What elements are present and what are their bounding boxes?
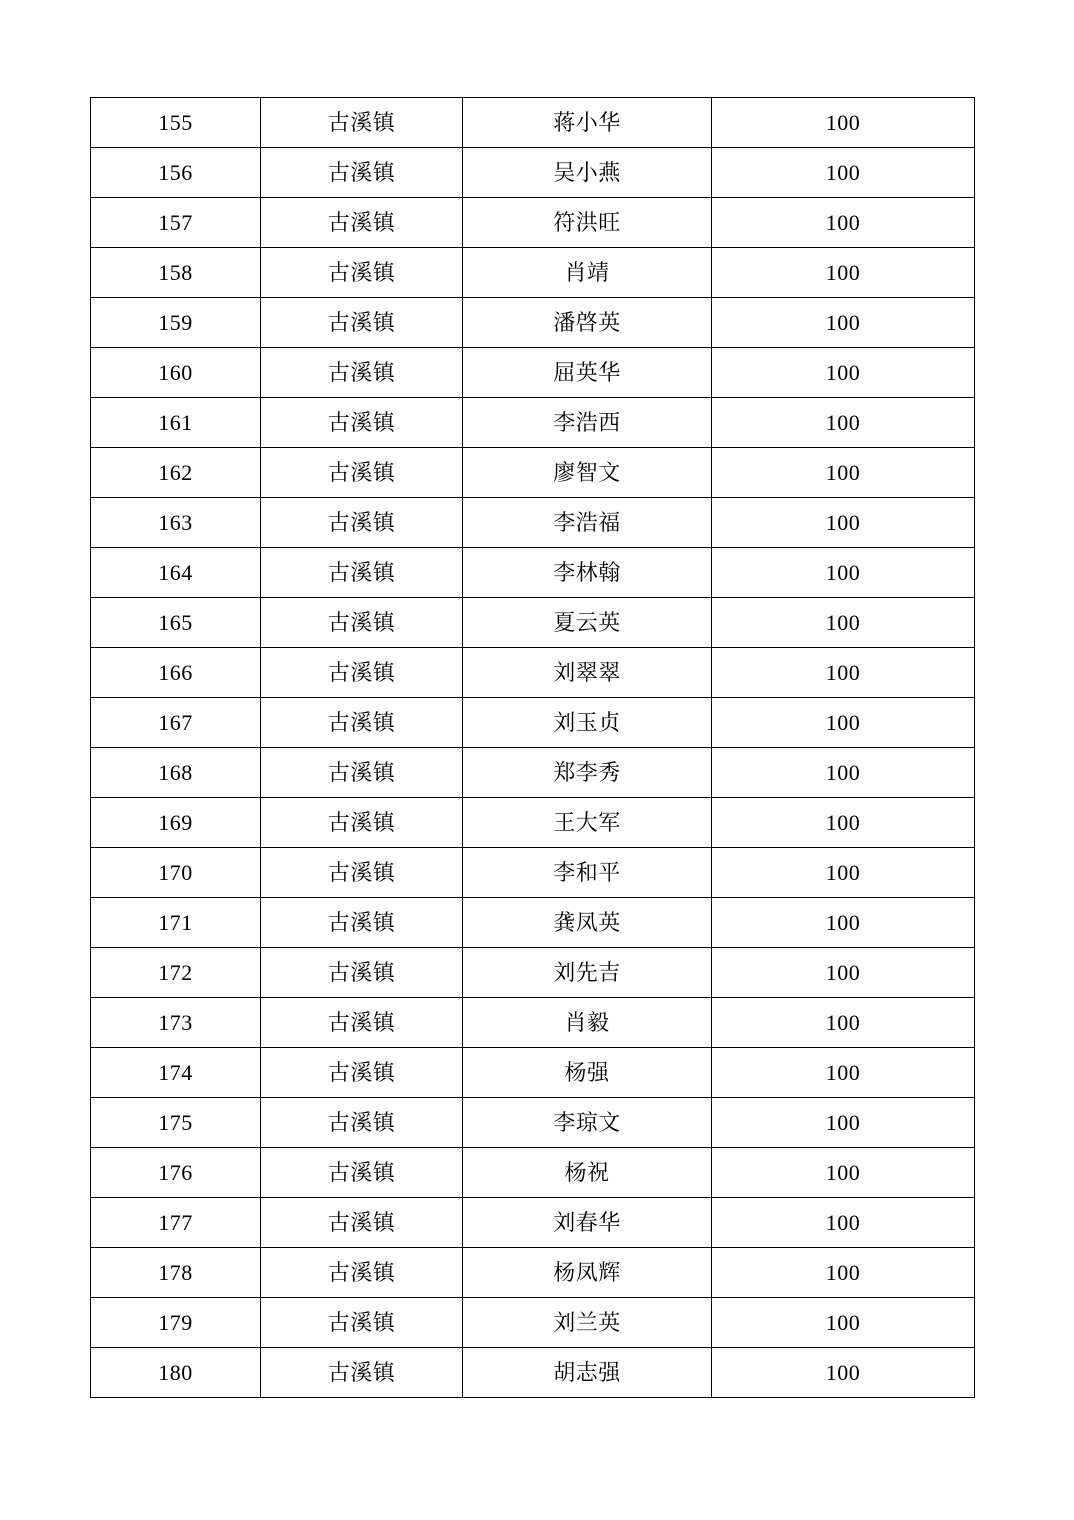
- name-cell: 龚凤英: [463, 898, 712, 948]
- town-cell: 古溪镇: [261, 948, 463, 998]
- row-number-cell: 163: [91, 498, 261, 548]
- town-cell: 古溪镇: [261, 198, 463, 248]
- row-number-cell: 168: [91, 748, 261, 798]
- table-row: [91, 648, 975, 698]
- amount-cell: 100: [712, 198, 975, 248]
- amount-cell: 100: [712, 1248, 975, 1298]
- town-cell: 古溪镇: [261, 798, 463, 848]
- amount-cell: 100: [712, 148, 975, 198]
- row-number-cell: 161: [91, 398, 261, 448]
- table-row: [91, 698, 975, 748]
- table-row: [91, 1348, 975, 1398]
- table-row: [91, 498, 975, 548]
- table-row: [91, 598, 975, 648]
- name-cell: 杨凤辉: [463, 1248, 712, 1298]
- name-cell: 刘春华: [463, 1198, 712, 1248]
- table-row: [91, 898, 975, 948]
- town-cell: 古溪镇: [261, 998, 463, 1048]
- row-number-cell: 169: [91, 798, 261, 848]
- amount-cell: 100: [712, 1048, 975, 1098]
- town-cell: 古溪镇: [261, 648, 463, 698]
- town-cell: 古溪镇: [261, 548, 463, 598]
- row-number-cell: 155: [91, 98, 261, 148]
- town-cell: 古溪镇: [261, 748, 463, 798]
- amount-cell: 100: [712, 548, 975, 598]
- town-cell: 古溪镇: [261, 448, 463, 498]
- amount-cell: 100: [712, 798, 975, 848]
- name-cell: 潘啓英: [463, 298, 712, 348]
- amount-cell: 100: [712, 598, 975, 648]
- amount-cell: 100: [712, 998, 975, 1048]
- row-number-cell: 159: [91, 298, 261, 348]
- name-cell: 肖毅: [463, 998, 712, 1048]
- town-cell: 古溪镇: [261, 1248, 463, 1298]
- name-cell: 李琼文: [463, 1098, 712, 1148]
- row-number-cell: 173: [91, 998, 261, 1048]
- town-cell: 古溪镇: [261, 898, 463, 948]
- amount-cell: 100: [712, 248, 975, 298]
- table-row: [91, 948, 975, 998]
- table-row: [91, 548, 975, 598]
- row-number-cell: 170: [91, 848, 261, 898]
- name-cell: 夏云英: [463, 598, 712, 648]
- table-row: [91, 198, 975, 248]
- amount-cell: 100: [712, 848, 975, 898]
- name-cell: 李浩福: [463, 498, 712, 548]
- town-cell: 古溪镇: [261, 348, 463, 398]
- table-row: [91, 148, 975, 198]
- name-cell: 吴小燕: [463, 148, 712, 198]
- name-cell: 李浩西: [463, 398, 712, 448]
- town-cell: 古溪镇: [261, 698, 463, 748]
- name-cell: 李和平: [463, 848, 712, 898]
- amount-cell: 100: [712, 1098, 975, 1148]
- table-row: [91, 1298, 975, 1348]
- row-number-cell: 156: [91, 148, 261, 198]
- roster-table: [90, 97, 975, 1398]
- row-number-cell: 167: [91, 698, 261, 748]
- name-cell: 王大军: [463, 798, 712, 848]
- town-cell: 古溪镇: [261, 1198, 463, 1248]
- amount-cell: 100: [712, 1348, 975, 1398]
- table-row: [91, 98, 975, 148]
- amount-cell: 100: [712, 898, 975, 948]
- amount-cell: 100: [712, 98, 975, 148]
- name-cell: 胡志强: [463, 1348, 712, 1398]
- name-cell: 屈英华: [463, 348, 712, 398]
- table-row: [91, 1198, 975, 1248]
- town-cell: 古溪镇: [261, 598, 463, 648]
- row-number-cell: 177: [91, 1198, 261, 1248]
- town-cell: 古溪镇: [261, 848, 463, 898]
- name-cell: 符洪旺: [463, 198, 712, 248]
- name-cell: 廖智文: [463, 448, 712, 498]
- row-number-cell: 165: [91, 598, 261, 648]
- name-cell: 杨祝: [463, 1148, 712, 1198]
- row-number-cell: 164: [91, 548, 261, 598]
- town-cell: 古溪镇: [261, 398, 463, 448]
- table-row: [91, 298, 975, 348]
- table-row: [91, 748, 975, 798]
- town-cell: 古溪镇: [261, 248, 463, 298]
- row-number-cell: 158: [91, 248, 261, 298]
- table-row: [91, 448, 975, 498]
- name-cell: 刘兰英: [463, 1298, 712, 1348]
- name-cell: 郑李秀: [463, 748, 712, 798]
- amount-cell: 100: [712, 748, 975, 798]
- amount-cell: 100: [712, 398, 975, 448]
- table-row: [91, 848, 975, 898]
- town-cell: 古溪镇: [261, 1148, 463, 1198]
- name-cell: 肖靖: [463, 248, 712, 298]
- row-number-cell: 175: [91, 1098, 261, 1148]
- table-row: [91, 1148, 975, 1198]
- name-cell: 杨强: [463, 1048, 712, 1098]
- row-number-cell: 179: [91, 1298, 261, 1348]
- row-number-cell: 166: [91, 648, 261, 698]
- amount-cell: 100: [712, 1148, 975, 1198]
- town-cell: 古溪镇: [261, 1048, 463, 1098]
- table-row: [91, 798, 975, 848]
- name-cell: 刘翠翠: [463, 648, 712, 698]
- name-cell: 李林翰: [463, 548, 712, 598]
- name-cell: 刘先吉: [463, 948, 712, 998]
- town-cell: 古溪镇: [261, 298, 463, 348]
- row-number-cell: 162: [91, 448, 261, 498]
- name-cell: 刘玉贞: [463, 698, 712, 748]
- amount-cell: 100: [712, 1298, 975, 1348]
- row-number-cell: 176: [91, 1148, 261, 1198]
- row-number-cell: 171: [91, 898, 261, 948]
- town-cell: 古溪镇: [261, 1348, 463, 1398]
- amount-cell: 100: [712, 498, 975, 548]
- table-row: [91, 348, 975, 398]
- town-cell: 古溪镇: [261, 498, 463, 548]
- town-cell: 古溪镇: [261, 148, 463, 198]
- row-number-cell: 180: [91, 1348, 261, 1398]
- amount-cell: 100: [712, 1198, 975, 1248]
- table-row: [91, 398, 975, 448]
- table-row: [91, 1098, 975, 1148]
- row-number-cell: 157: [91, 198, 261, 248]
- row-number-cell: 160: [91, 348, 261, 398]
- town-cell: 古溪镇: [261, 98, 463, 148]
- table-row: [91, 1248, 975, 1298]
- row-number-cell: 174: [91, 1048, 261, 1098]
- amount-cell: 100: [712, 298, 975, 348]
- name-cell: 蒋小华: [463, 98, 712, 148]
- row-number-cell: 172: [91, 948, 261, 998]
- table-row: [91, 998, 975, 1048]
- amount-cell: 100: [712, 948, 975, 998]
- town-cell: 古溪镇: [261, 1298, 463, 1348]
- amount-cell: 100: [712, 648, 975, 698]
- town-cell: 古溪镇: [261, 1098, 463, 1148]
- roster-table-body: [91, 98, 975, 1398]
- amount-cell: 100: [712, 448, 975, 498]
- row-number-cell: 178: [91, 1248, 261, 1298]
- table-row: [91, 248, 975, 298]
- amount-cell: 100: [712, 698, 975, 748]
- table-row: [91, 1048, 975, 1098]
- amount-cell: 100: [712, 348, 975, 398]
